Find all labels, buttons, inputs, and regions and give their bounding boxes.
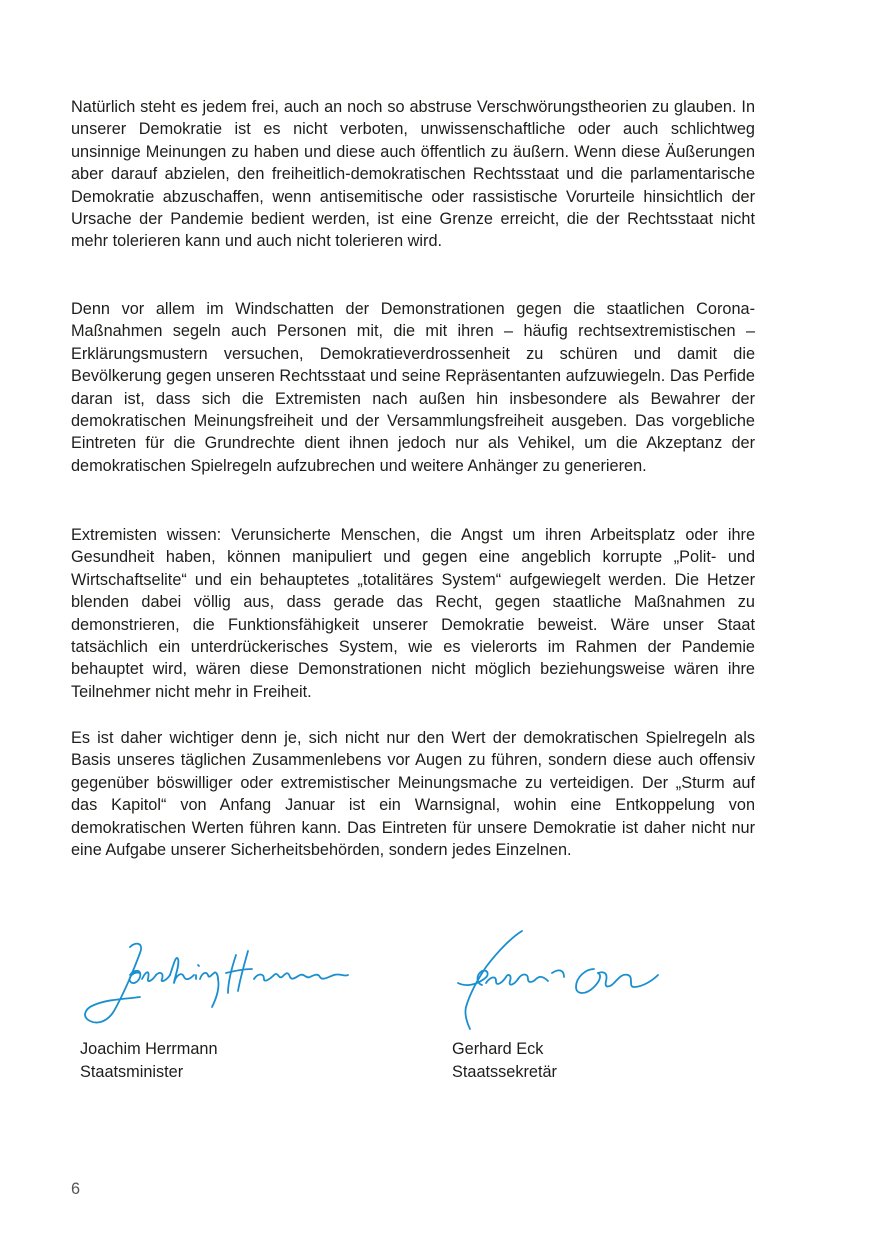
signatory-eck: [452, 1038, 557, 1084]
signature-eck: [448, 925, 663, 1035]
paragraph-2-text: Denn vor allem im Windschatten der Demonstrationen gegen die staatlichen Corona-Maßnahmen segeln auch Personen mit, die mit ihren – häufig rechtsextremistischen – Erklärungsmustern versuchen, Demokratieverdrossenheit zu schüren und damit die Bevölkerung gegen unseren Rechtsstaat und seine Repräsentanten aufzuwiegeln. Das Perfide daran ist, dass sich die Extremisten nach außen hin insbesondere als Bewahrer der demokratischen Meinungsfreiheit und der Versammlungsfreiheit ausgeben. Das vorgebliche Eintreten für die Grundrechte dient ihnen jedoch nur als Vehikel, um die Akzeptanz der demokratischen Spielregeln aufzubrechen und weitere Anhänger zu generieren.: [71, 300, 755, 475]
paragraph-3-text: Extremisten wissen: Verunsicherte Menschen, die Angst um ihren Arbeitsplatz oder ihre Gesundheit haben, können manipuliert und gegen eine angeblich korrupte „Polit- und Wirtschaftselite“ und ein behauptetes „totalitäres System“ aufgewiegelt werden. Die Hetzer blenden dabei völlig aus, dass gerade das Recht, gegen staatliche Maßnahmen zu demonstrieren, die Funktionsfähigkeit unserer Demokratie beweist. Wäre unser Staat tatsächlich ein unterdrückerisches System, wie es vielerorts im Rahmen der Pandemie behauptet wird, wären diese Demonstrationen nicht möglich beziehungsweise wären ihre Teilnehmer nicht mehr in Freiheit.: [71, 526, 755, 701]
paragraph-4: [71, 727, 755, 861]
signatory-role: Staatsminister: [80, 1063, 184, 1081]
paragraph-1-text: Natürlich steht es jedem frei, auch an noch so abstruse Verschwörungstheorien zu glauben. In unserer Demokratie ist es nicht verboten, unwissenschaftliche oder auch schlichtweg unsinnige Meinungen zu haben und diese auch öffentlich zu äußern. Wenn diese Äußerungen aber darauf abzielen, den freiheitlich-demokratischen Rechtsstaat und die parlamentarische Demokratie abzuschaffen, wenn antisemitische oder rassistische Vorurteile hinsichtlich der Ursache der Pandemie bedient werden, ist eine Grenze erreicht, die der Rechtsstaat nicht mehr tolerieren kann und auch nicht tolerieren wird.: [71, 98, 755, 251]
signatory-role: Staatssekretär: [452, 1063, 557, 1081]
paragraph-3: [71, 524, 755, 703]
signature-herrmann: [78, 935, 353, 1030]
signatory-name: Joachim Herrmann: [80, 1040, 218, 1058]
page-number: 6: [71, 1180, 81, 1198]
signatory-herrmann: [80, 1038, 218, 1084]
paragraph-1: [71, 96, 755, 253]
paragraph-4-text: Es ist daher wichtiger denn je, sich nicht nur den Wert der demokratischen Spielregeln als Basis unseres täglichen Zusammenlebens vor Augen zu führen, sondern diese auch offensiv gegenüber böswilliger oder extremistischer Meinungsmache zu verteidigen. Der „Sturm auf das Kapitol“ von Anfang Januar ist ein Warnsignal, wohin eine Entkoppelung von demokratischen Werten führen kann. Das Eintreten für unsere Demokratie ist daher nicht nur eine Aufgabe unserer Sicherheitsbehörden, sondern jedes Einzelnen.: [71, 729, 755, 860]
signatory-name: Gerhard Eck: [452, 1040, 544, 1058]
paragraph-2: [71, 298, 755, 477]
